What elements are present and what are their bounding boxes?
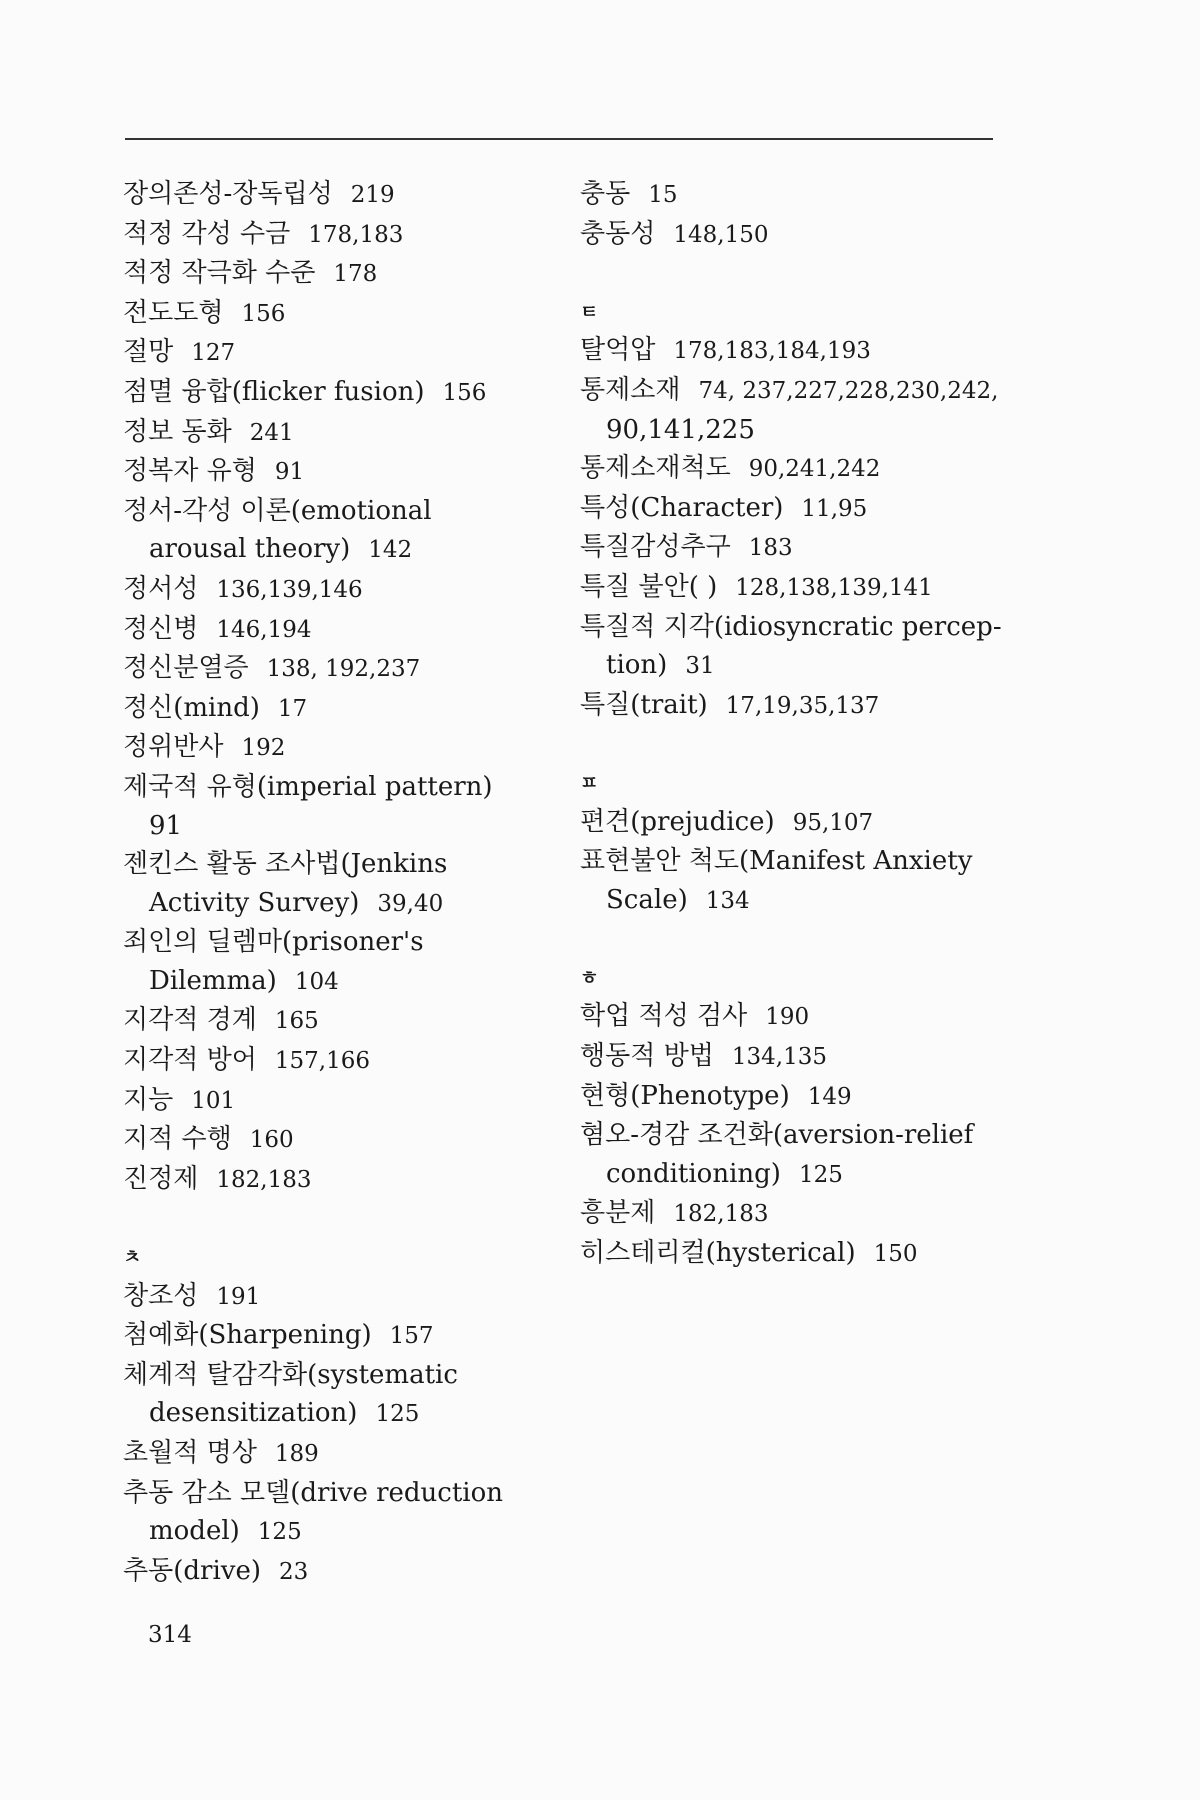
- index-term: 통제소재척도: [580, 453, 731, 484]
- index-pages: 17: [277, 695, 308, 722]
- index-entry: [123, 1041, 543, 1081]
- index-entry: [123, 175, 543, 215]
- index-term: 통제소재: [580, 374, 681, 405]
- index-entry: [123, 1277, 543, 1317]
- index-term: 흥분제: [580, 1198, 656, 1229]
- index-pages: 156: [241, 300, 286, 327]
- index-entry: [580, 331, 1000, 371]
- index-entry: [580, 997, 1000, 1037]
- index-term: 첨예화(Sharpening): [123, 1320, 372, 1351]
- index-term: 히스테리컬(hysterical): [580, 1238, 856, 1269]
- index-term-continued: [123, 962, 543, 1002]
- index-pages: 95,107: [792, 809, 874, 836]
- index-pages: 15: [648, 182, 678, 208]
- index-entry: [580, 1194, 1000, 1234]
- index-term: 정신분열증: [123, 653, 249, 684]
- index-pages: 146,194: [216, 616, 312, 643]
- section-gap: [123, 1199, 543, 1238]
- index-term: 절망: [123, 337, 174, 368]
- section-letter: ㅊ: [123, 1246, 142, 1269]
- index-pages: 160: [249, 1127, 294, 1154]
- index-pages: 178: [333, 261, 378, 288]
- index-term-continued: [123, 1512, 543, 1552]
- index-term: 학업 적성 검사: [580, 1001, 748, 1032]
- index-term-continued: [580, 881, 1000, 921]
- index-entry: [580, 842, 1000, 920]
- index-entry: [580, 1077, 1000, 1117]
- index-entry: [580, 371, 1000, 449]
- index-column-right: [580, 175, 1000, 1274]
- index-pages: 91: [149, 810, 183, 841]
- index-pages: 190: [765, 1004, 810, 1031]
- index-pages: 17,19,35,137: [725, 692, 880, 719]
- index-pages: 31: [685, 653, 715, 680]
- index-pages: 189: [274, 1441, 319, 1467]
- index-term: 추동(drive): [123, 1555, 261, 1586]
- index-pages: 90,241,242: [748, 456, 881, 483]
- index-pages: 125: [375, 1401, 420, 1428]
- index-term: 적정 작극화 수준: [123, 258, 316, 289]
- index-pages: 134,135: [731, 1044, 827, 1071]
- index-term: 체계적 탈감각화(systematic: [123, 1359, 458, 1390]
- index-entry: [580, 489, 1000, 529]
- section-letter: ㅌ: [580, 300, 599, 323]
- index-term-tail: arousal theory): [149, 534, 351, 565]
- index-term: 지각적 방어: [123, 1045, 257, 1076]
- index-entry: [123, 452, 543, 492]
- index-term: 정위반사: [123, 732, 224, 763]
- index-pages: 128,138,139,141: [735, 574, 933, 601]
- index-entry: [580, 215, 1000, 255]
- index-term: 특질 불안( ): [580, 571, 718, 602]
- index-entry: [123, 923, 543, 1001]
- index-pages: 11,95: [801, 495, 868, 522]
- index-pages: 182,183: [216, 1166, 312, 1193]
- index-term: 충동성: [580, 218, 656, 249]
- index-pages: 74, 237,227,228,230,242,: [698, 377, 999, 404]
- index-entry: [580, 449, 1000, 489]
- section-gap: [580, 920, 1000, 959]
- index-term: 제국적 유형(imperial pattern): [123, 771, 493, 802]
- index-entry: [580, 803, 1000, 843]
- index-pages: 178,183: [308, 221, 404, 248]
- section-gap: [580, 254, 1000, 293]
- index-pages: 182,183: [673, 1201, 769, 1228]
- index-entry: [123, 1081, 543, 1121]
- header-rule: [125, 138, 993, 140]
- index-term: 현형(Phenotype): [580, 1080, 790, 1111]
- index-pages: 157,166: [274, 1048, 370, 1075]
- index-term: 특질(trait): [580, 689, 708, 720]
- index-term: 창조성: [123, 1280, 199, 1311]
- index-term: 혐오-경감 조건화(aversion-relief: [580, 1120, 974, 1151]
- index-entry: [123, 1552, 543, 1592]
- index-entry: [123, 1474, 543, 1552]
- index-pages: 23: [278, 1558, 309, 1585]
- index-pages-continued: 90,141,225: [606, 414, 755, 445]
- index-term: 행동적 방법: [580, 1041, 714, 1072]
- index-pages: 138, 192,237: [266, 656, 421, 683]
- index-term: 추동 감소 모델(drive reduction: [123, 1477, 504, 1508]
- index-entry: [123, 649, 543, 689]
- index-entry: [580, 1037, 1000, 1077]
- index-entry: [123, 413, 543, 453]
- index-entry: [123, 1001, 543, 1041]
- index-term-tail: conditioning): [606, 1158, 781, 1189]
- index-entry: [123, 570, 543, 610]
- index-pages: 104: [294, 968, 339, 995]
- index-term-tail: tion): [606, 650, 668, 681]
- index-entry: [123, 1160, 543, 1200]
- index-entry: [123, 215, 543, 255]
- index-pages: 150: [873, 1241, 918, 1268]
- index-term-tail: Scale): [606, 884, 688, 915]
- page-number: 314: [148, 1622, 192, 1648]
- index-term-continued: [123, 807, 543, 846]
- index-term: 전도도형: [123, 297, 224, 328]
- index-term: 정보 동화: [123, 416, 232, 447]
- index-term-continued: [123, 884, 543, 924]
- index-term: 탈억압: [580, 335, 656, 366]
- index-term-tail: model): [149, 1516, 240, 1547]
- index-term: 편견(prejudice): [580, 806, 775, 837]
- index-entry: [580, 608, 1000, 686]
- index-pages: 156: [442, 379, 487, 406]
- index-term: 젠킨스 활동 조사법(Jenkins: [123, 849, 448, 880]
- index-term: 특질감성추구: [580, 532, 731, 563]
- index-term: 지적 수행: [123, 1124, 232, 1155]
- index-pages: 178,183,184,193: [673, 338, 871, 365]
- index-pages: 148,150: [673, 221, 769, 248]
- index-entry: [123, 294, 543, 334]
- index-pages: 125: [798, 1161, 843, 1188]
- index-pages: 101: [191, 1087, 236, 1114]
- index-term: 정신(mind): [123, 692, 260, 723]
- index-entry: [123, 1316, 543, 1356]
- index-term: 장의존성-장독립성: [123, 179, 333, 209]
- index-pages: 219: [350, 182, 395, 208]
- index-pages: 192: [241, 735, 286, 762]
- index-column-left: [123, 175, 543, 1591]
- index-term: 특성(Character): [580, 492, 784, 523]
- section-letter: ㅍ: [580, 771, 599, 794]
- index-pages: 39,40: [377, 890, 444, 917]
- index-pages: 165: [274, 1008, 319, 1035]
- index-pages: 149: [807, 1083, 852, 1110]
- index-entry: [123, 1120, 543, 1160]
- index-term: 초월적 명상: [123, 1438, 257, 1468]
- index-term-continued: [123, 1394, 543, 1434]
- index-entry: [123, 373, 543, 413]
- index-entry: [123, 1356, 543, 1434]
- index-term: 정신병: [123, 613, 199, 644]
- index-entry: [580, 1234, 1000, 1274]
- index-pages: 157: [389, 1323, 434, 1350]
- index-entry: [123, 610, 543, 650]
- index-entry: [580, 528, 1000, 568]
- index-entry: [123, 333, 543, 373]
- index-pages: 127: [191, 340, 236, 367]
- index-entry: [123, 1434, 543, 1474]
- index-entry: [123, 492, 543, 570]
- index-entry: [580, 1116, 1000, 1194]
- section-letter: ㅎ: [580, 966, 599, 989]
- index-term-continued: [580, 1155, 1000, 1195]
- index-term: 표현불안 척도(Manifest Anxiety: [580, 846, 973, 877]
- index-pages: 125: [257, 1519, 302, 1546]
- index-entry: [580, 175, 1000, 215]
- index-pages: 134: [705, 887, 750, 914]
- index-entry: [123, 728, 543, 768]
- index-entry: [123, 768, 543, 845]
- index-pages: 142: [368, 537, 413, 564]
- index-term: 정서성: [123, 573, 199, 604]
- index-entry: [123, 689, 543, 729]
- index-term: 죄인의 딜렘마(prisoner's: [123, 927, 424, 958]
- index-term-tail: desensitization): [149, 1398, 358, 1429]
- index-entry: [580, 568, 1000, 608]
- index-pages: 91: [274, 459, 305, 486]
- index-term: 지각적 경계: [123, 1005, 257, 1036]
- index-entry: [580, 686, 1000, 726]
- index-term: 특질적 지각(idiosyncratic percep-: [580, 611, 1002, 642]
- index-term: 지능: [123, 1084, 174, 1115]
- index-term-tail: Activity Survey): [149, 887, 360, 918]
- index-term: 충동: [580, 179, 631, 209]
- index-term: 점멸 융합(flicker fusion): [123, 376, 425, 407]
- index-pages: 191: [216, 1283, 261, 1310]
- index-pages: 241: [249, 419, 294, 446]
- index-pages: 136,139,146: [216, 576, 363, 603]
- index-pages: 183: [748, 535, 793, 562]
- index-entry: [123, 845, 543, 923]
- section-gap: [580, 725, 1000, 764]
- index-term-continued: [580, 646, 1000, 686]
- index-term: 적정 각성 수금: [123, 218, 291, 249]
- index-term: 정복자 유형: [123, 456, 257, 487]
- index-term: 정서-각성 이론(emotional: [123, 495, 432, 526]
- index-term-continued: [123, 530, 543, 570]
- index-term-tail: Dilemma): [149, 965, 277, 996]
- index-entry: [123, 254, 543, 294]
- index-term: 진정제: [123, 1163, 199, 1194]
